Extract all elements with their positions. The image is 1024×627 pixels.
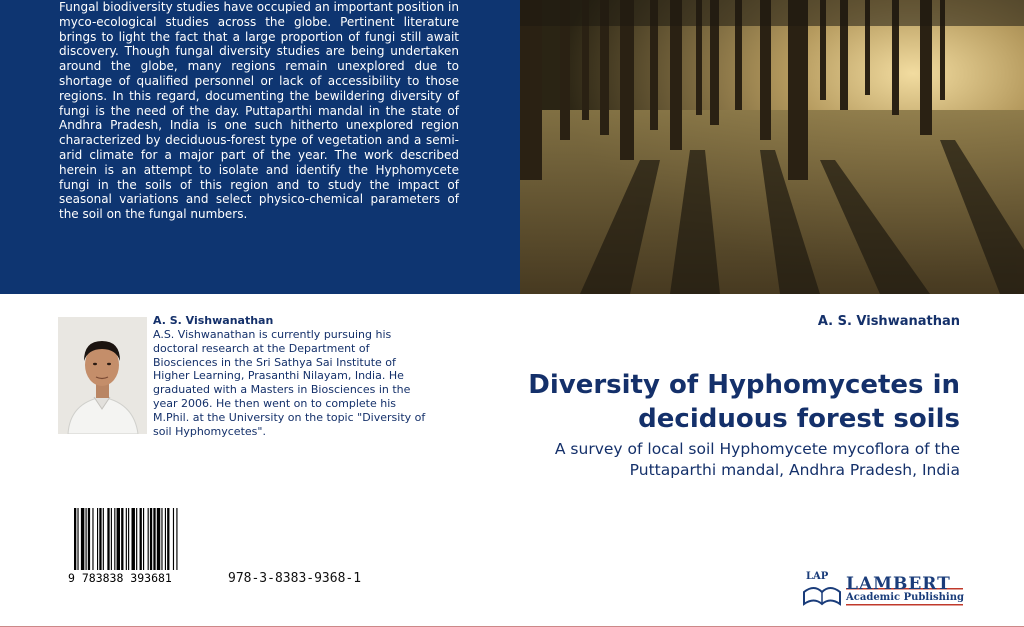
author-photo: [58, 317, 147, 434]
barcode-digits: 9 783838 393681: [68, 571, 172, 585]
book-title: Diversity of Hyphomycetes in deciduous forest soils: [528, 370, 960, 434]
barcode-bar: [77, 508, 78, 570]
barcode-bar: [143, 508, 144, 570]
barcode-bar: [153, 508, 155, 570]
isbn-barcode: [68, 508, 218, 588]
barcode-bar: [128, 508, 129, 570]
isbn-number: 978-3-8383-9368-1: [228, 571, 362, 586]
barcode-bar: [140, 508, 142, 570]
front-cover-author: A. S. Vishwanathan: [817, 314, 960, 329]
forest-photo: [520, 0, 1024, 294]
barcode-bar: [173, 508, 174, 570]
back-cover-blurb: Fungal biodiversity studies have occupied an important position in myco-ecological studies across the globe. Pertinent literature brings to light the fact that a large proportion of fungi still await discovery. Though fungal diversity studies are being undertaken around the globe, many regions remain unexplored due to shortage of qualified personnel or lack of accessibility to those regions. In this regard, documenting the bewildering diversity of fungi is the need of the day. Puttaparthi mandal in the state of Andhra Pradesh, India is one such hitherto unexplored region characterized by deciduous-forest type of vegetation and a semi-arid climate for a major part of the year. The work described herein is an attempt to isolate and identify the Hyphomycete fungi in the soils of this region and to study the impact of seasonal variations and select physico-chemical parameters of the soil on the fungal numbers.: [59, 0, 459, 222]
barcode-bar: [92, 508, 93, 570]
barcode-bar: [121, 508, 123, 570]
barcode-bar: [111, 508, 112, 570]
barcode-bar: [81, 508, 84, 570]
open-book-icon: [804, 588, 840, 604]
barcode-bar: [157, 508, 160, 570]
author-biography: A.S. Vishwanathan is currently pursuing his doctoral research at the Department of Biosciences in the Sri Sathya Sai Institute of Higher Learning, Prasanthi Nilayam, India. He graduated with a Masters in Biosciences in the year 2006. He then went on to complete his M.Phil. at the University on the topic "Diversity of soil Hyphomycetes".: [153, 328, 426, 438]
barcode-bar: [148, 508, 149, 570]
barcode-bar: [97, 508, 98, 570]
barcode-bar: [150, 508, 152, 570]
barcode-bar: [103, 508, 104, 570]
barcode-bar: [165, 508, 166, 570]
barcode-bar: [167, 508, 169, 570]
barcode-bar: [132, 508, 135, 570]
bio-author-name: A. S. Vishwanathan: [153, 314, 274, 327]
book-subtitle: A survey of local soil Hyphomycete mycoflora of the Puttaparthi mandal, Andhra Pradesh, India: [554, 440, 960, 479]
barcode-bar: [74, 508, 76, 570]
publisher-tagline: Academic Publishing: [846, 592, 964, 603]
barcode-bar: [117, 508, 120, 570]
barcode-bar: [114, 508, 115, 570]
barcode-bar: [99, 508, 101, 570]
barcode-bar: [161, 508, 162, 570]
barcode-bar: [176, 508, 177, 570]
barcode-bar: [86, 508, 87, 570]
publisher-name: LAMBERT: [846, 574, 951, 594]
barcode-bar: [107, 508, 109, 570]
publisher-badge: LAP: [806, 571, 829, 582]
barcode-bar: [136, 508, 137, 570]
barcode-bar: [126, 508, 127, 570]
barcode-bar: [88, 508, 90, 570]
